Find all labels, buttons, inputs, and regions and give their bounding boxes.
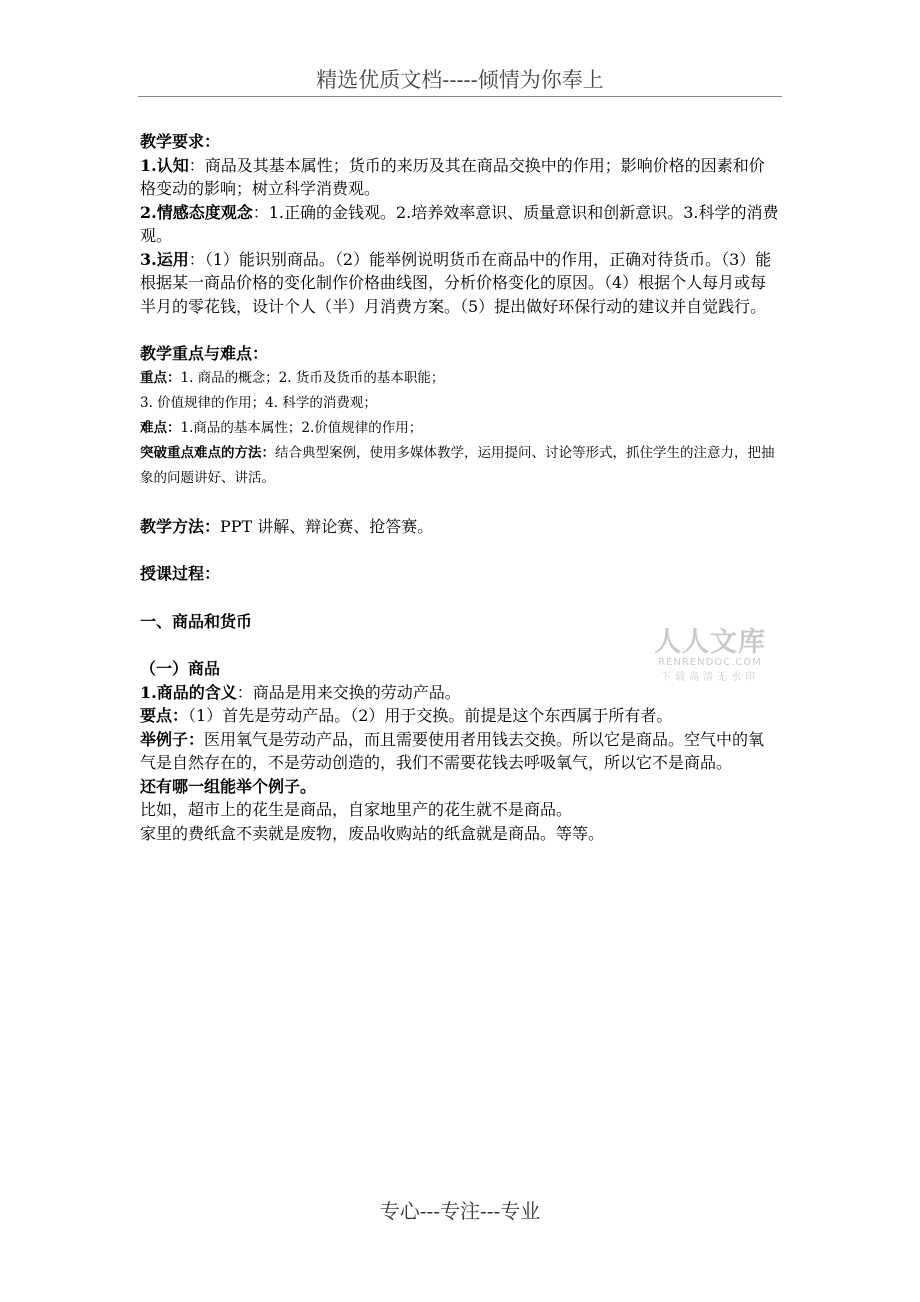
focus-label: 重点： <box>140 369 181 386</box>
focus-line-2: 3. 价值规律的作用；4. 科学的消费观； <box>140 394 377 411</box>
watermark-title: 人人文库 <box>654 627 766 658</box>
watermark-url: RENRENDOC.COM <box>658 657 762 668</box>
attitude-label: 2.情感态度观念 <box>140 202 253 222</box>
answer-line-2: 家里的费纸盒不卖就是废物，废品收购站的纸盒就是商品。等等。 <box>140 823 605 843</box>
cognition-paragraph <box>140 154 780 201</box>
page-header: 精选优质文档-----倾情为你奉上 <box>316 68 604 92</box>
section-title: 一、商品和货币 <box>140 611 253 631</box>
spacer <box>140 491 780 515</box>
meaning-text: ：商品是用来交换的劳动产品。 <box>236 682 461 702</box>
cognition-label: 1.认知 <box>140 155 189 175</box>
spacer <box>140 586 780 610</box>
watermark-subtitle: 下载高清无水印 <box>661 672 759 683</box>
page-footer: 专心---专注---专业 <box>379 1199 541 1223</box>
subsection-title: （一）商品 <box>140 659 221 678</box>
spacer <box>140 538 780 562</box>
application-label: 3.运用 <box>140 249 189 269</box>
cognition-text: ：商品及其基本属性；货币的来历及其在商品交换中的作用；影响价格的因素和价格变动的影响；树立科学消费观。 <box>140 155 765 198</box>
process-heading: 授课过程： <box>140 564 221 583</box>
method-paragraph <box>140 441 780 491</box>
example-text: 医用氧气是劳动产品，而且需要使用者用钱去交换。所以它是商品。空气中的氧气是自然存在的，不是劳动创造的，我们不需要花钱去呼吸氧气，所以它不是商品。 <box>140 729 765 772</box>
attitude-text: ：1.正确的金钱观。2.培养效率意识、质量意识和创新意识。3.科学的消费观。 <box>140 202 779 245</box>
attitude-paragraph <box>140 201 780 248</box>
points-text: （1）首先是劳动产品。（2）用于交换。前提是这个东西属于所有者。 <box>188 706 673 725</box>
difficulty-label: 难点： <box>140 419 181 436</box>
teaching-methods-text: PPT 讲解、辩论赛、抢答赛。 <box>220 516 434 536</box>
header-divider <box>138 96 782 97</box>
teaching-methods-label: 教学方法： <box>140 516 221 536</box>
application-paragraph <box>140 248 780 319</box>
document-body <box>140 130 780 845</box>
example-paragraph <box>140 728 780 775</box>
question-line: 还有哪一组能举个例子。 <box>140 776 317 796</box>
answer-line-1: 比如，超市上的花生是商品，自家地里产的花生就不是商品。 <box>140 800 573 819</box>
points-paragraph <box>140 704 780 728</box>
difficulty-text: 1.商品的基本属性；2.价值规律的作用； <box>180 419 423 436</box>
meaning-paragraph <box>140 681 780 705</box>
teaching-methods-line <box>140 515 780 539</box>
method-text: 结合典型案例，使用多媒体教学，运用提问、讨论等形式，抓住学生的注意力，把抽象的问题讲好、讲活。 <box>140 444 775 486</box>
focus-text-1: 1. 商品的概念；2. 货币及货币的基本职能； <box>180 369 445 386</box>
meaning-label: 1.商品的含义 <box>140 682 237 702</box>
key-points-heading: 教学重点与难点： <box>140 344 269 363</box>
spacer <box>140 318 780 342</box>
points-label: 要点： <box>140 706 189 725</box>
watermark <box>640 620 780 683</box>
example-label: 举例子： <box>140 729 205 749</box>
application-text: ：（1）能识别商品。（2）能举例说明货币在商品中的作用，正确对待货币。（3）能根据某一商品价格的变化制作价格曲线图，分析价格变化的原因。（4）根据个人每月或每半月的零花钱，设计个人（半）月消费方案。（5）提出做好环保行动的建议并自觉践行。 <box>140 249 772 316</box>
method-label: 突破重点难点的方法： <box>140 444 275 461</box>
focus-line-1 <box>140 366 780 391</box>
requirements-heading: 教学要求： <box>140 132 221 151</box>
difficulty-line <box>140 416 780 441</box>
